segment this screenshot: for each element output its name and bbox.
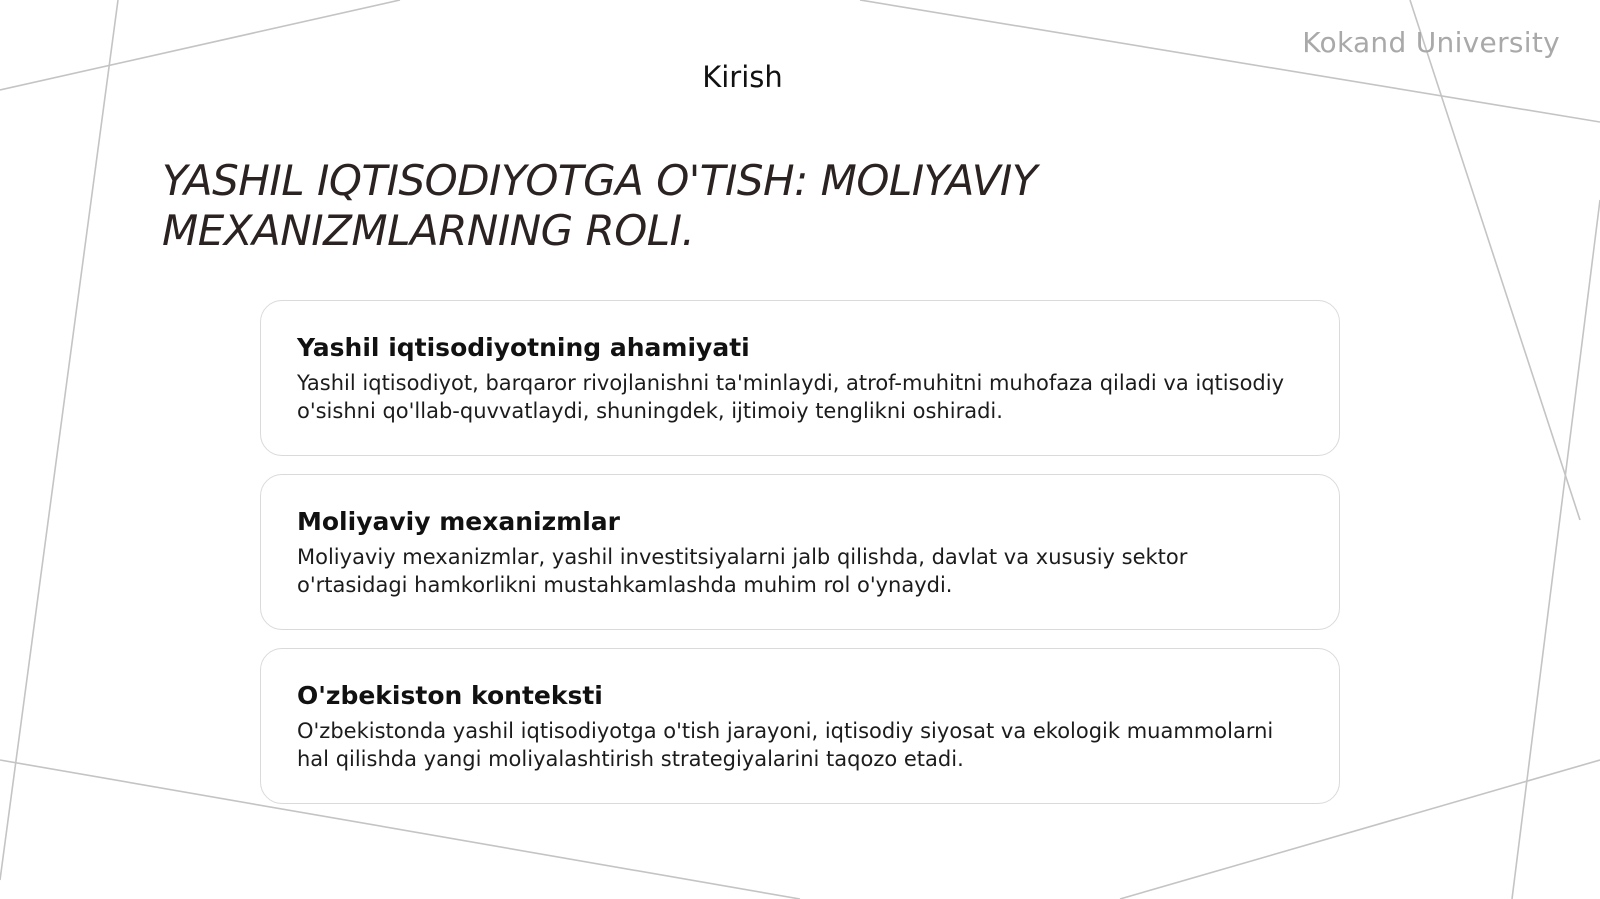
decor-line — [0, 0, 118, 880]
slide-title-line-2: MEXANIZMLARNING ROLI. — [162, 206, 695, 255]
card-text: Moliyaviy mexanizmlar, yashil investitsiyalarni jalb qilishda, davlat va xususiy sektor o'rtasidagi hamkorlikni mustahkamlashda muhim rol o'ynaydi. — [297, 545, 1188, 597]
card-title: Yashil iqtisodiyotning ahamiyati — [297, 333, 750, 362]
info-card-importance — [260, 300, 1340, 456]
info-cards — [260, 300, 1340, 822]
info-card-financial-mechanisms — [260, 474, 1340, 630]
card-text: O'zbekistonda yashil iqtisodiyotga o'tish jarayoni, iqtisodiy siyosat va ekologik muammolarni hal qilishda yangi moliyalashtirish strategiyalarini taqozo etadi. — [297, 719, 1274, 771]
slide-title — [162, 156, 1162, 256]
section-label: Kirish — [702, 60, 783, 94]
info-card-uzbekistan-context — [260, 648, 1340, 804]
brand-name: Kokand University — [1302, 26, 1560, 59]
decor-line — [1512, 200, 1600, 899]
card-text: Yashil iqtisodiyot, barqaror rivojlanishni ta'minlaydi, atrof-muhitni muhofaza qiladi va iqtisodiy o'sishni qo'llab-quvvatlaydi, shuningdek, ijtimoiy tenglikni oshiradi. — [297, 371, 1285, 423]
card-title: Moliyaviy mexanizmlar — [297, 507, 620, 536]
slide-title-line-1: YASHIL IQTISODIYOTGA O'TISH: MOLIYAVIY — [162, 156, 1037, 205]
card-title: O'zbekiston konteksti — [297, 681, 603, 710]
